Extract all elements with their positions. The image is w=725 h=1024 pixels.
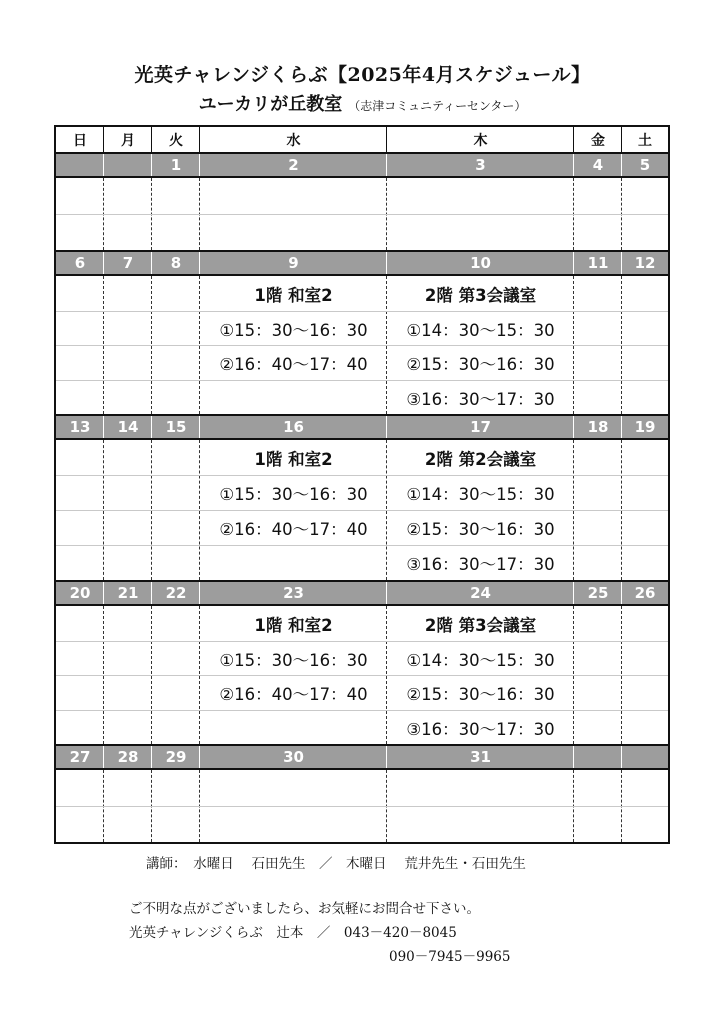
band-divider [151, 582, 152, 604]
band-divider [386, 252, 387, 274]
date-number: 18 [587, 418, 609, 436]
band-divider [103, 582, 104, 604]
date-number: 15 [165, 418, 187, 436]
row-divider [56, 806, 668, 807]
date-number: 19 [634, 418, 656, 436]
header-divider [151, 127, 152, 152]
band-divider [573, 252, 574, 274]
date-number: 9 [288, 254, 299, 272]
time-slot-thu: ③16：30〜17：30 [406, 554, 555, 574]
date-number: 20 [69, 584, 91, 602]
date-number: 27 [69, 748, 91, 766]
date-number: 17 [470, 418, 491, 436]
date-number: 28 [117, 748, 139, 766]
date-number: 1 [170, 156, 182, 174]
weekday-header-sun: 日 [73, 132, 87, 149]
weekday-header-thu: 木 [473, 132, 488, 149]
weekday-header-tue: 火 [169, 132, 183, 149]
row-divider [56, 545, 668, 546]
date-number: 24 [470, 584, 491, 602]
weekday-header-wed: 水 [286, 132, 301, 149]
time-slot-wed: ①15：30〜16：30 [219, 484, 368, 504]
band-divider [573, 416, 574, 438]
row-divider [56, 380, 668, 381]
band-divider [199, 416, 200, 438]
instructors-line: 講師： 水曜日 石田先生 ／ 木曜日 荒井先生・石田先生 [146, 856, 526, 872]
band-divider [621, 582, 622, 604]
row-divider [56, 214, 668, 215]
date-number: 29 [165, 748, 187, 766]
band-divider [151, 746, 152, 768]
date-number [56, 154, 104, 176]
date-number: 12 [634, 254, 656, 272]
weekday-header-mon: 月 [121, 132, 135, 149]
room-label-wed: 1階 和室2 [254, 615, 333, 635]
date-number: 26 [634, 584, 656, 602]
contact-line: 光英チャレンジくらぶ 辻本 ／ 043－420－8045 [129, 925, 457, 941]
band-divider [103, 154, 104, 176]
date-number: 2 [288, 156, 299, 174]
date-number [104, 154, 152, 176]
date-number: 14 [117, 418, 139, 436]
band-divider [573, 154, 574, 176]
band-divider [573, 746, 574, 768]
band-divider [103, 252, 104, 274]
date-number: 16 [283, 418, 304, 436]
page-subtitle [0, 90, 725, 116]
band-divider [621, 416, 622, 438]
date-number: 31 [470, 748, 491, 766]
date-number: 23 [283, 584, 304, 602]
classroom-name: ユーカリが丘教室 [198, 94, 343, 115]
time-slot-wed: ①15：30〜16：30 [219, 650, 368, 670]
band-divider [199, 582, 200, 604]
band-divider [103, 746, 104, 768]
time-slot-wed: ①15：30〜16：30 [219, 320, 368, 340]
time-slot-wed: ②16：40〜17：40 [219, 354, 368, 374]
time-slot-thu: ②15：30〜16：30 [406, 684, 555, 704]
band-divider [199, 746, 200, 768]
date-number: 13 [69, 418, 91, 436]
band-divider [199, 154, 200, 176]
date-number: 6 [74, 254, 86, 272]
time-slot-thu: ①14：30〜15：30 [406, 320, 555, 340]
time-slot-wed: ②16：40〜17：40 [219, 684, 368, 704]
date-number: 3 [475, 156, 486, 174]
band-divider [621, 154, 622, 176]
date-number: 7 [122, 254, 134, 272]
date-number [622, 746, 668, 768]
date-number: 10 [470, 254, 491, 272]
time-slot-thu: ①14：30〜15：30 [406, 484, 555, 504]
time-slot-thu: ②15：30〜16：30 [406, 519, 555, 539]
time-slot-thu: ③16：30〜17：30 [406, 719, 555, 739]
band-divider [151, 154, 152, 176]
band-divider [621, 252, 622, 274]
notice-line: ご不明な点がございましたら、お気軽にお問合せ下さい。 [129, 901, 480, 917]
date-number: 5 [639, 156, 651, 174]
room-label-thu: 2階 第3会議室 [424, 615, 537, 635]
band-divider [103, 416, 104, 438]
band-divider [151, 416, 152, 438]
time-slot-thu: ①14：30〜15：30 [406, 650, 555, 670]
room-label-thu: 2階 第3会議室 [424, 285, 537, 305]
venue-note: （志津コミュニティーセンター） [348, 99, 527, 113]
room-label-wed: 1階 和室2 [254, 449, 333, 469]
date-number: 4 [592, 156, 604, 174]
time-slot-thu: ②15：30〜16：30 [406, 354, 555, 374]
header-divider [386, 127, 387, 152]
page-title: 光英チャレンジくらぶ【2025年4月スケジュール】 [134, 64, 591, 86]
band-divider [573, 582, 574, 604]
band-divider [621, 746, 622, 768]
time-slot-wed: ②16：40〜17：40 [219, 519, 368, 539]
time-slot-thu: ③16：30〜17：30 [406, 389, 555, 409]
room-label-wed: 1階 和室2 [254, 285, 333, 305]
weekday-header-fri: 金 [591, 132, 605, 149]
header-divider [621, 127, 622, 152]
date-number: 22 [165, 584, 187, 602]
header-divider [103, 127, 104, 152]
date-number: 21 [117, 584, 139, 602]
band-divider [386, 746, 387, 768]
band-divider [386, 582, 387, 604]
band-divider [386, 416, 387, 438]
contact-phone-2: 090－7945－9965 [389, 949, 511, 965]
weekday-header-sat: 土 [638, 132, 652, 149]
band-divider [199, 252, 200, 274]
row-divider [56, 710, 668, 711]
band-divider [151, 252, 152, 274]
date-number: 11 [587, 254, 609, 272]
header-divider [573, 127, 574, 152]
date-number: 25 [587, 584, 609, 602]
header-divider [199, 127, 200, 152]
band-divider [386, 154, 387, 176]
date-number: 30 [283, 748, 304, 766]
date-number [574, 746, 622, 768]
room-label-thu: 2階 第2会議室 [424, 449, 537, 469]
calendar-table [54, 125, 670, 844]
date-number: 8 [170, 254, 182, 272]
